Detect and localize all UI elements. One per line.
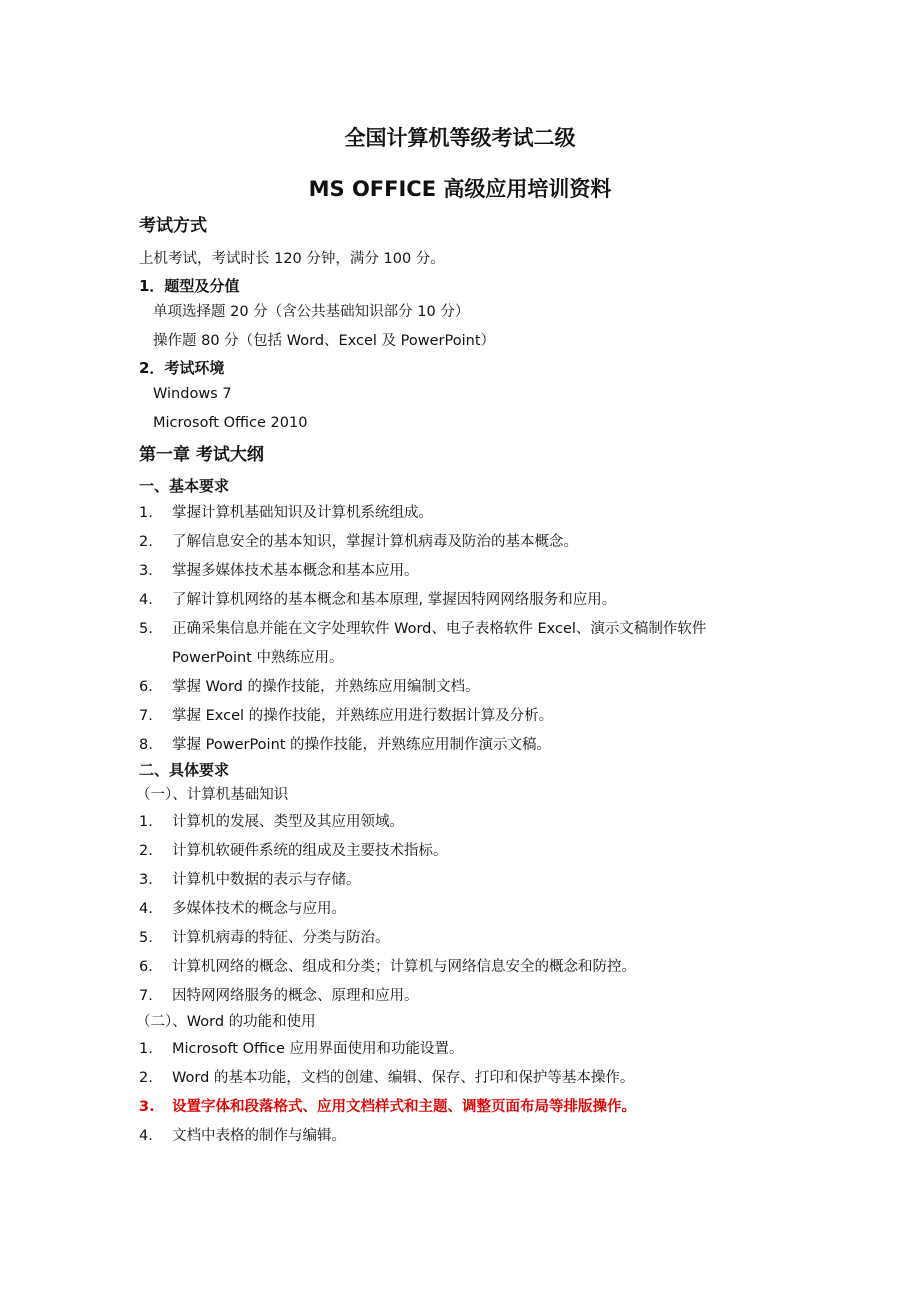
list-number: 3. [139,563,153,579]
list-number: 8. [139,737,153,753]
list-number: 4. [139,592,153,608]
chapter-heading: 第一章 考试大纲 [139,445,264,465]
question-type-1: 单项选择题 20 分（含公共基础知识部分 10 分） [153,304,470,320]
list-number: 6. [139,959,153,975]
list-number: 2. [139,843,153,859]
exam-method-desc: 上机考试，考试时长 120 分钟，满分 100 分。 [139,251,445,267]
list-number-highlighted: 3. [139,1099,155,1115]
list-number: 5. [139,621,153,637]
list-number: 3. [139,872,153,888]
exam-env-office: Microsoft Office 2010 [153,415,308,431]
list-item: 计算机的发展、类型及其应用领域。 [172,814,404,830]
section-1-heading: （一）、计算机基础知识 [136,787,289,803]
document-subtitle: MS OFFICE 高级应用培训资料 [308,177,612,201]
list-item: 掌握多媒体技术基本概念和基本应用。 [172,563,419,579]
list-item: 计算机中数据的表示与存储。 [172,872,361,888]
list-item: 计算机病毒的特征、分类与防治。 [172,930,390,946]
document-title: 全国计算机等级考试二级 [344,126,576,150]
question-types-heading: 1．题型及分值 [139,277,240,295]
list-number: 4. [139,901,153,917]
list-number: 1. [139,814,153,830]
list-number: 1. [139,1041,153,1057]
list-number: 6. [139,679,153,695]
list-number: 2. [139,534,153,550]
list-item: 掌握计算机基础知识及计算机系统组成。 [172,505,433,521]
list-item: 正确采集信息并能在文字处理软件 Word、电子表格软件 Excel、演示文稿制作软件 [172,621,707,637]
list-item: 因特网网络服务的概念、原理和应用。 [172,988,419,1004]
list-item: 计算机软硬件系统的组成及主要技术指标。 [172,843,448,859]
question-type-2: 操作题 80 分（包括 Word、Excel 及 PowerPoint） [153,333,496,349]
list-item: 文档中表格的制作与编辑。 [172,1128,346,1144]
list-item: Word 的基本功能，文档的创建、编辑、保存、打印和保护等基本操作。 [172,1070,635,1086]
list-item-highlighted: 设置字体和段落格式、应用文档样式和主题、调整页面布局等排版操作。 [172,1099,636,1115]
list-number: 5. [139,930,153,946]
exam-env-heading: 2．考试环境 [139,359,225,377]
list-number: 4. [139,1128,153,1144]
list-item: 了解计算机网络的基本概念和基本原理, 掌握因特网网络服务和应用。 [172,592,617,608]
list-item: 计算机网络的概念、组成和分类；计算机与网络信息安全的概念和防控。 [172,959,636,975]
list-item: 掌握 PowerPoint 的操作技能，并熟练应用制作演示文稿。 [172,737,552,753]
list-item: 掌握 Excel 的操作技能，并熟练应用进行数据计算及分析。 [172,708,554,724]
list-number: 1. [139,505,153,521]
list-item: 掌握 Word 的操作技能，并熟练应用编制文档。 [172,679,480,695]
section-2-heading: （二）、Word 的功能和使用 [136,1014,316,1030]
list-item-continuation: PowerPoint 中熟练应用。 [172,650,344,666]
list-item: 多媒体技术的概念与应用。 [172,901,346,917]
list-item: Microsoft Office 应用界面使用和功能设置。 [172,1041,464,1057]
list-number: 7. [139,708,153,724]
list-number: 2. [139,1070,153,1086]
basic-requirements-heading: 一、基本要求 [139,477,230,495]
specific-requirements-heading: 二、具体要求 [139,761,230,779]
list-item: 了解信息安全的基本知识，掌握计算机病毒及防治的基本概念。 [172,534,578,550]
exam-env-os: Windows 7 [153,386,232,402]
list-number: 7. [139,988,153,1004]
exam-method-heading: 考试方式 [139,216,207,236]
